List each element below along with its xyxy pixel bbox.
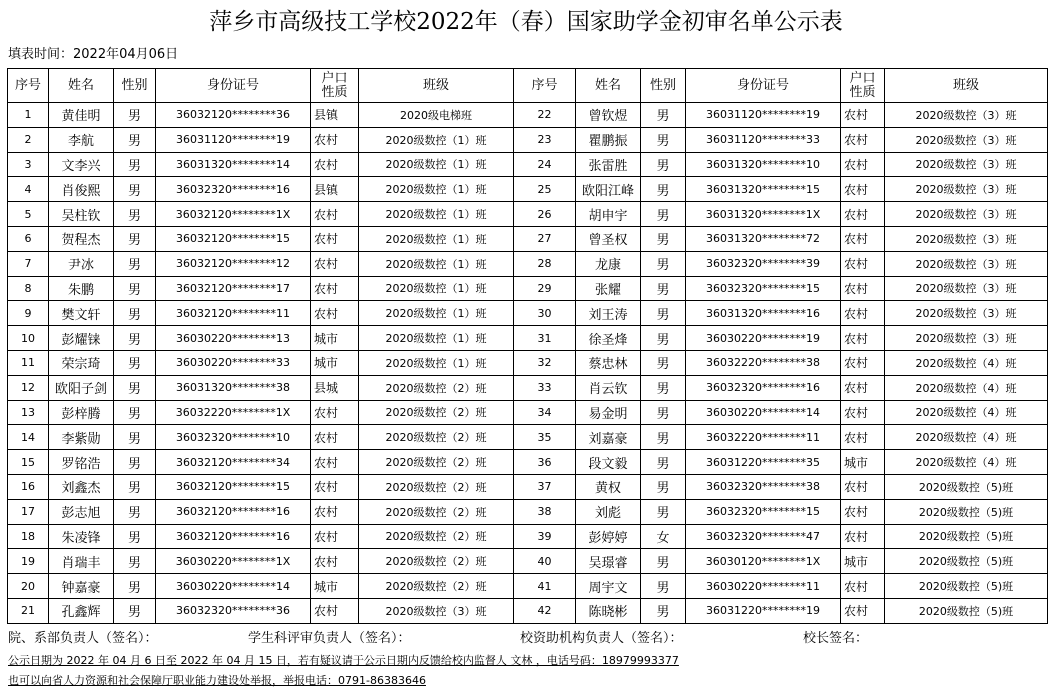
header-seq: 序号 [514,69,576,103]
cell-id-number: 36031120********19 [686,103,841,128]
cell-seq: 20 [8,574,49,599]
cell-class: 2020级数控（2）班 [359,524,514,549]
cell-name: 龙康 [576,251,641,276]
cell-gender: 男 [114,524,156,549]
cell-seq: 19 [8,549,49,574]
table-row [8,450,1048,475]
cell-id-number: 36032120********16 [156,499,311,524]
cell-gender: 男 [114,474,156,499]
cell-class: 2020级数控（5)班 [885,598,1048,623]
notice-report: 也可以向省人力资源和社会保障厅职业能力建设处举报，举报电话：0791-86383646 [8,674,426,687]
cell-seq: 9 [8,301,49,326]
cell-name: 徐圣烽 [576,326,641,351]
cell-hukou: 农村 [841,177,885,202]
cell-seq: 17 [8,499,49,524]
cell-gender: 男 [641,350,686,375]
cell-gender: 男 [641,549,686,574]
cell-seq: 25 [514,177,576,202]
cell-gender: 男 [641,499,686,524]
cell-seq: 22 [514,103,576,128]
cell-seq: 3 [8,152,49,177]
cell-seq: 39 [514,524,576,549]
cell-id-number: 36031220********19 [686,598,841,623]
cell-name: 周宇文 [576,574,641,599]
cell-seq: 8 [8,276,49,301]
cell-hukou: 农村 [841,276,885,301]
cell-class: 2020级数控（4）班 [885,400,1048,425]
cell-class: 2020级数控（3）班 [885,202,1048,227]
cell-class: 2020级数控（2）班 [359,574,514,599]
cell-seq: 10 [8,326,49,351]
header-name: 姓名 [576,69,641,103]
cell-hukou: 农村 [841,127,885,152]
cell-class: 2020级数控（3）班 [885,103,1048,128]
cell-hukou: 农村 [841,400,885,425]
cell-class: 2020级数控（3）班 [359,598,514,623]
cell-id-number: 36032120********16 [156,524,311,549]
cell-id-number: 36031320********38 [156,375,311,400]
cell-hukou: 农村 [841,425,885,450]
cell-id-number: 36032120********36 [156,103,311,128]
dept-head-signature: 院、系部负责人（签名）： [8,631,158,646]
table-row [8,152,1048,177]
cell-seq: 29 [514,276,576,301]
cell-hukou: 农村 [311,152,359,177]
roster-body [8,103,1048,624]
table-row [8,103,1048,128]
cell-name: 樊文轩 [49,301,114,326]
cell-name: 荣宗琦 [49,350,114,375]
cell-hukou: 农村 [311,301,359,326]
cell-hukou: 农村 [311,499,359,524]
cell-name: 彭婷婷 [576,524,641,549]
cell-class: 2020级数控（2）班 [359,549,514,574]
cell-class: 2020级数控（3）班 [885,226,1048,251]
cell-id-number: 36031220********35 [686,450,841,475]
cell-gender: 男 [641,103,686,128]
cell-hukou: 农村 [841,474,885,499]
cell-name: 肖俊熙 [49,177,114,202]
cell-id-number: 36032320********16 [156,177,311,202]
cell-name: 刘彪 [576,499,641,524]
header-gender: 性别 [641,69,686,103]
cell-hukou: 城市 [841,549,885,574]
cell-seq: 34 [514,400,576,425]
table-row [8,326,1048,351]
roster-table [7,68,1048,624]
cell-hukou: 农村 [311,226,359,251]
header-hukou: 户口 性质 [841,69,885,103]
cell-name: 钟嘉豪 [49,574,114,599]
cell-id-number: 36030220********14 [686,400,841,425]
cell-id-number: 36032320********47 [686,524,841,549]
table-row [8,276,1048,301]
cell-class: 2020级数控（3）班 [885,301,1048,326]
fill-date: 填表时间：2022年04月06日 [8,47,179,62]
cell-name: 张雷胜 [576,152,641,177]
cell-id-number: 36030220********1X [156,549,311,574]
cell-gender: 男 [641,177,686,202]
cell-class: 2020级数控（1）班 [359,276,514,301]
cell-gender: 男 [641,326,686,351]
cell-gender: 女 [641,524,686,549]
cell-seq: 14 [8,425,49,450]
cell-hukou: 城市 [311,574,359,599]
cell-hukou: 农村 [311,202,359,227]
cell-seq: 12 [8,375,49,400]
signature-line [8,630,1048,648]
cell-class: 2020级数控（1）班 [359,301,514,326]
table-row [8,301,1048,326]
cell-class: 2020级数控（2）班 [359,474,514,499]
cell-id-number: 36030220********19 [686,326,841,351]
cell-name: 蔡忠林 [576,350,641,375]
cell-id-number: 36030220********14 [156,574,311,599]
cell-class: 2020级数控（1）班 [359,326,514,351]
header-class: 班级 [359,69,514,103]
cell-id-number: 36032220********11 [686,425,841,450]
cell-seq: 38 [514,499,576,524]
cell-gender: 男 [641,127,686,152]
cell-name: 肖瑞丰 [49,549,114,574]
cell-gender: 男 [641,152,686,177]
cell-id-number: 36031320********10 [686,152,841,177]
cell-seq: 16 [8,474,49,499]
cell-class: 2020级数控（2）班 [359,425,514,450]
cell-id-number: 36032320********36 [156,598,311,623]
cell-id-number: 36031320********72 [686,226,841,251]
cell-seq: 2 [8,127,49,152]
cell-hukou: 农村 [841,375,885,400]
cell-name: 张耀 [576,276,641,301]
cell-id-number: 36030220********13 [156,326,311,351]
cell-hukou: 农村 [841,202,885,227]
cell-class: 2020级数控（1）班 [359,127,514,152]
cell-gender: 男 [114,598,156,623]
cell-gender: 男 [641,301,686,326]
table-row [8,375,1048,400]
header-gender: 性别 [114,69,156,103]
cell-gender: 男 [641,375,686,400]
cell-hukou: 农村 [311,251,359,276]
cell-hukou: 农村 [311,474,359,499]
cell-name: 段文毅 [576,450,641,475]
cell-gender: 男 [114,177,156,202]
cell-name: 彭耀铼 [49,326,114,351]
cell-class: 2020级数控（5)班 [885,499,1048,524]
cell-id-number: 36031320********16 [686,301,841,326]
cell-class: 2020级数控（2）班 [359,375,514,400]
cell-seq: 28 [514,251,576,276]
cell-seq: 1 [8,103,49,128]
cell-hukou: 农村 [841,350,885,375]
cell-class: 2020级数控（3）班 [885,276,1048,301]
reviewer-signature: 学生科评审负责人（签名）： [248,631,411,646]
cell-id-number: 36032320********38 [686,474,841,499]
cell-gender: 男 [114,574,156,599]
principal-signature: 校长签名： [803,631,869,646]
cell-hukou: 城市 [841,450,885,475]
notice-period: 公示日期为 2022 年 04 月 6 日至 2022 年 04 月 15 日，若有疑议请于公示日期内反馈给校内监督人 文林 ，电话号码：18979993377 [8,654,679,667]
cell-id-number: 36032320********10 [156,425,311,450]
cell-name: 胡申宇 [576,202,641,227]
cell-gender: 男 [114,350,156,375]
cell-name: 彭志旭 [49,499,114,524]
cell-gender: 男 [114,127,156,152]
cell-gender: 男 [114,326,156,351]
cell-name: 孔鑫辉 [49,598,114,623]
cell-gender: 男 [641,400,686,425]
header-id: 身份证号 [686,69,841,103]
header-name: 姓名 [49,69,114,103]
cell-gender: 男 [641,450,686,475]
cell-id-number: 36032120********34 [156,450,311,475]
cell-hukou: 城市 [311,350,359,375]
cell-name: 曾钦煜 [576,103,641,128]
cell-class: 2020级电梯班 [359,103,514,128]
table-row [8,127,1048,152]
cell-hukou: 农村 [841,103,885,128]
cell-id-number: 36031320********1X [686,202,841,227]
table-row [8,524,1048,549]
cell-seq: 5 [8,202,49,227]
cell-name: 尹冰 [49,251,114,276]
cell-hukou: 农村 [841,524,885,549]
table-row [8,226,1048,251]
cell-id-number: 36031320********15 [686,177,841,202]
cell-seq: 7 [8,251,49,276]
table-row [8,400,1048,425]
cell-hukou: 农村 [311,276,359,301]
cell-name: 欧阳子剑 [49,375,114,400]
cell-seq: 15 [8,450,49,475]
header-class: 班级 [885,69,1048,103]
aid-office-signature: 校资助机构负责人（签名）： [520,631,683,646]
cell-gender: 男 [114,276,156,301]
cell-id-number: 36030220********11 [686,574,841,599]
cell-name: 李航 [49,127,114,152]
cell-id-number: 36032120********15 [156,226,311,251]
table-row [8,574,1048,599]
cell-name: 彭梓腾 [49,400,114,425]
cell-class: 2020级数控（2）班 [359,499,514,524]
table-row [8,177,1048,202]
cell-gender: 男 [114,226,156,251]
cell-id-number: 36032220********38 [686,350,841,375]
cell-hukou: 农村 [311,127,359,152]
cell-hukou: 县城 [311,375,359,400]
cell-seq: 42 [514,598,576,623]
cell-class: 2020级数控（1）班 [359,226,514,251]
cell-name: 吴柱钦 [49,202,114,227]
table-row [8,202,1048,227]
cell-id-number: 36032220********1X [156,400,311,425]
cell-hukou: 农村 [311,598,359,623]
cell-class: 2020级数控（2）班 [359,450,514,475]
header-id: 身份证号 [156,69,311,103]
cell-seq: 23 [514,127,576,152]
cell-id-number: 36030220********33 [156,350,311,375]
cell-gender: 男 [114,450,156,475]
cell-id-number: 36032320********16 [686,375,841,400]
cell-gender: 男 [641,474,686,499]
cell-hukou: 城市 [311,326,359,351]
cell-hukou: 农村 [311,524,359,549]
cell-gender: 男 [114,499,156,524]
cell-name: 罗铭浩 [49,450,114,475]
cell-hukou: 农村 [841,574,885,599]
cell-seq: 37 [514,474,576,499]
cell-id-number: 36031120********33 [686,127,841,152]
cell-gender: 男 [641,276,686,301]
cell-gender: 男 [114,152,156,177]
cell-name: 李紫勋 [49,425,114,450]
cell-class: 2020级数控（3）班 [885,326,1048,351]
cell-name: 肖云钦 [576,375,641,400]
cell-id-number: 36030120********1X [686,549,841,574]
cell-name: 易金明 [576,400,641,425]
cell-seq: 30 [514,301,576,326]
cell-hukou: 农村 [841,226,885,251]
table-row [8,350,1048,375]
cell-name: 刘王涛 [576,301,641,326]
cell-gender: 男 [641,574,686,599]
cell-seq: 36 [514,450,576,475]
cell-id-number: 36031320********14 [156,152,311,177]
cell-hukou: 农村 [841,152,885,177]
cell-class: 2020级数控（3）班 [885,251,1048,276]
table-row [8,251,1048,276]
cell-hukou: 农村 [841,598,885,623]
cell-name: 陈晓彬 [576,598,641,623]
cell-class: 2020级数控（4）班 [885,350,1048,375]
page-title: 萍乡市高级技工学校2022年（春）国家助学金初审名单公示表 [209,9,843,35]
cell-hukou: 农村 [311,400,359,425]
cell-name: 曾圣权 [576,226,641,251]
cell-id-number: 36032320********15 [686,276,841,301]
cell-name: 黄权 [576,474,641,499]
cell-id-number: 36032120********17 [156,276,311,301]
table-row [8,598,1048,623]
cell-name: 贺程杰 [49,226,114,251]
cell-name: 文李兴 [49,152,114,177]
cell-seq: 33 [514,375,576,400]
cell-gender: 男 [114,202,156,227]
cell-seq: 6 [8,226,49,251]
cell-hukou: 农村 [311,425,359,450]
cell-class: 2020级数控（3）班 [885,152,1048,177]
cell-name: 瞿鹏振 [576,127,641,152]
table-row [8,474,1048,499]
cell-seq: 40 [514,549,576,574]
cell-id-number: 36032320********15 [686,499,841,524]
cell-name: 欧阳江峰 [576,177,641,202]
cell-id-number: 36032120********11 [156,301,311,326]
cell-id-number: 36032320********39 [686,251,841,276]
cell-gender: 男 [114,251,156,276]
cell-class: 2020级数控（1）班 [359,152,514,177]
cell-name: 朱鹏 [49,276,114,301]
cell-hukou: 农村 [841,301,885,326]
cell-seq: 27 [514,226,576,251]
cell-id-number: 36032120********15 [156,474,311,499]
cell-hukou: 农村 [311,450,359,475]
cell-hukou: 县镇 [311,103,359,128]
cell-seq: 24 [514,152,576,177]
cell-name: 刘鑫杰 [49,474,114,499]
cell-class: 2020级数控（5)班 [885,474,1048,499]
cell-gender: 男 [641,226,686,251]
cell-name: 吴璟睿 [576,549,641,574]
cell-hukou: 农村 [841,326,885,351]
cell-seq: 18 [8,524,49,549]
cell-gender: 男 [114,549,156,574]
cell-gender: 男 [114,400,156,425]
cell-class: 2020级数控（5)班 [885,574,1048,599]
cell-class: 2020级数控（3）班 [885,127,1048,152]
cell-hukou: 农村 [841,499,885,524]
header-seq: 序号 [8,69,49,103]
cell-gender: 男 [114,301,156,326]
table-row [8,549,1048,574]
cell-seq: 11 [8,350,49,375]
cell-seq: 26 [514,202,576,227]
cell-class: 2020级数控（4）班 [885,450,1048,475]
cell-class: 2020级数控（1）班 [359,177,514,202]
cell-gender: 男 [114,375,156,400]
table-row [8,425,1048,450]
cell-seq: 32 [514,350,576,375]
cell-seq: 13 [8,400,49,425]
cell-id-number: 36031120********19 [156,127,311,152]
cell-name: 黄佳明 [49,103,114,128]
cell-id-number: 36032120********12 [156,251,311,276]
cell-gender: 男 [114,103,156,128]
cell-seq: 41 [514,574,576,599]
cell-class: 2020级数控（5)班 [885,524,1048,549]
cell-class: 2020级数控（1）班 [359,251,514,276]
cell-class: 2020级数控（3）班 [885,177,1048,202]
cell-name: 刘嘉豪 [576,425,641,450]
cell-gender: 男 [641,202,686,227]
cell-class: 2020级数控（1）班 [359,350,514,375]
header-hukou: 户口 性质 [311,69,359,103]
cell-seq: 31 [514,326,576,351]
header-row [8,69,1048,103]
cell-hukou: 县镇 [311,177,359,202]
cell-gender: 男 [641,598,686,623]
cell-class: 2020级数控（2）班 [359,400,514,425]
cell-gender: 男 [641,251,686,276]
cell-seq: 21 [8,598,49,623]
cell-hukou: 农村 [841,251,885,276]
cell-gender: 男 [114,425,156,450]
cell-seq: 35 [514,425,576,450]
cell-class: 2020级数控（4）班 [885,425,1048,450]
cell-class: 2020级数控（5)班 [885,549,1048,574]
cell-class: 2020级数控（1）班 [359,202,514,227]
table-row [8,499,1048,524]
cell-class: 2020级数控（4）班 [885,375,1048,400]
cell-hukou: 农村 [311,549,359,574]
cell-gender: 男 [641,425,686,450]
cell-name: 朱凌锋 [49,524,114,549]
cell-seq: 4 [8,177,49,202]
cell-id-number: 36032120********1X [156,202,311,227]
